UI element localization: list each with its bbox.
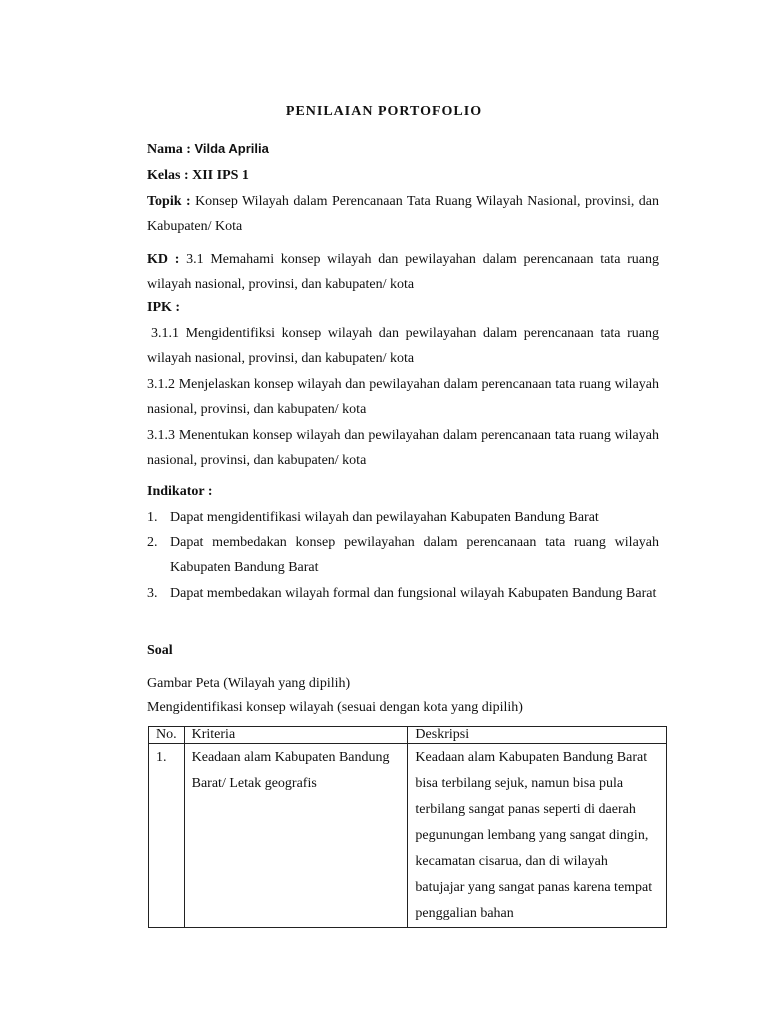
kd-paragraph (147, 247, 659, 297)
nama-line (147, 141, 269, 158)
table-header-cell: Deskripsi (408, 727, 667, 744)
topik-value: Konsep Wilayah dalam Perencanaan Tata Ruang Wilayah Nasional, provinsi, dan Kabupaten/ Kota (147, 194, 659, 234)
topik-paragraph (147, 189, 659, 239)
kelas-label: Kelas : (147, 168, 189, 183)
ipk-label: IPK : (147, 300, 181, 315)
soal-label: Soal (147, 643, 173, 658)
kelas-line (147, 168, 249, 184)
ipk-item: 3.1.1 Mengidentifiksi konsep wilayah dan pewilayahan dalam perencanaan tata ruang wilayah nasional, provinsi, dan kabupaten/ kota (147, 326, 659, 366)
indikator-label: Indikator : (147, 484, 213, 499)
list-item-number: 2. (147, 535, 158, 550)
table-cell-kriteria: Keadaan alam Kabupaten Bandung Barat/ Letak geografis (184, 744, 408, 928)
kd-label: KD : (147, 252, 180, 267)
table-cell-no: 1. (149, 744, 185, 928)
page-title: PENILAIAN PORTOFOLIO (285, 104, 483, 119)
criteria-table (148, 726, 667, 928)
table-cell-deskripsi: Keadaan alam Kabupaten Bandung Barat bisa terbilang sejuk, namun bisa pula terbilang sangat panas seperti di daerah pegunungan lembang yang sangat dingin, kecamatan cisarua, dan di wilayah batujajar yang sangat panas karena tempat penggalian bahan (408, 744, 667, 928)
table-header-cell: Kriteria (184, 727, 408, 744)
list-item-number: 3. (147, 586, 158, 601)
list-item-text: Dapat membedakan wilayah formal dan fungsional wilayah Kabupaten Bandung Barat (170, 586, 657, 601)
table-row (149, 744, 667, 928)
soal-line: Gambar Peta (Wilayah yang dipilih) (147, 676, 351, 691)
kd-value: 3.1 Memahami konsep wilayah dan pewilayahan dalam perencanaan tata ruang wilayah nasional, provinsi, dan kabupaten/ kota (147, 252, 659, 292)
ipk-item: 3.1.3 Menentukan konsep wilayah dan pewilayahan dalam perencanaan tata ruang wilayah nasional, provinsi, dan kabupaten/ kota (147, 428, 659, 468)
table-header-row (149, 727, 667, 744)
list-item-text: Dapat mengidentifikasi wilayah dan pewilayahan Kabupaten Bandung Barat (170, 510, 599, 525)
list-item-text: Dapat membedakan konsep pewilayahan dalam perencanaan tata ruang wilayah Kabupaten Bandung Barat (170, 535, 659, 575)
kelas-value: XII IPS 1 (192, 168, 249, 183)
nama-value: Vilda Aprilia (194, 141, 269, 156)
ipk-item: 3.1.2 Menjelaskan konsep wilayah dan pewilayahan dalam perencanaan tata ruang wilayah nasional, provinsi, dan kabupaten/ kota (147, 377, 659, 417)
topik-label: Topik : (147, 194, 191, 209)
nama-label: Nama : (147, 142, 191, 157)
list-item-number: 1. (147, 510, 158, 525)
table-header-cell: No. (149, 727, 185, 744)
soal-line: Mengidentifikasi konsep wilayah (sesuai dengan kota yang dipilih) (147, 700, 523, 715)
